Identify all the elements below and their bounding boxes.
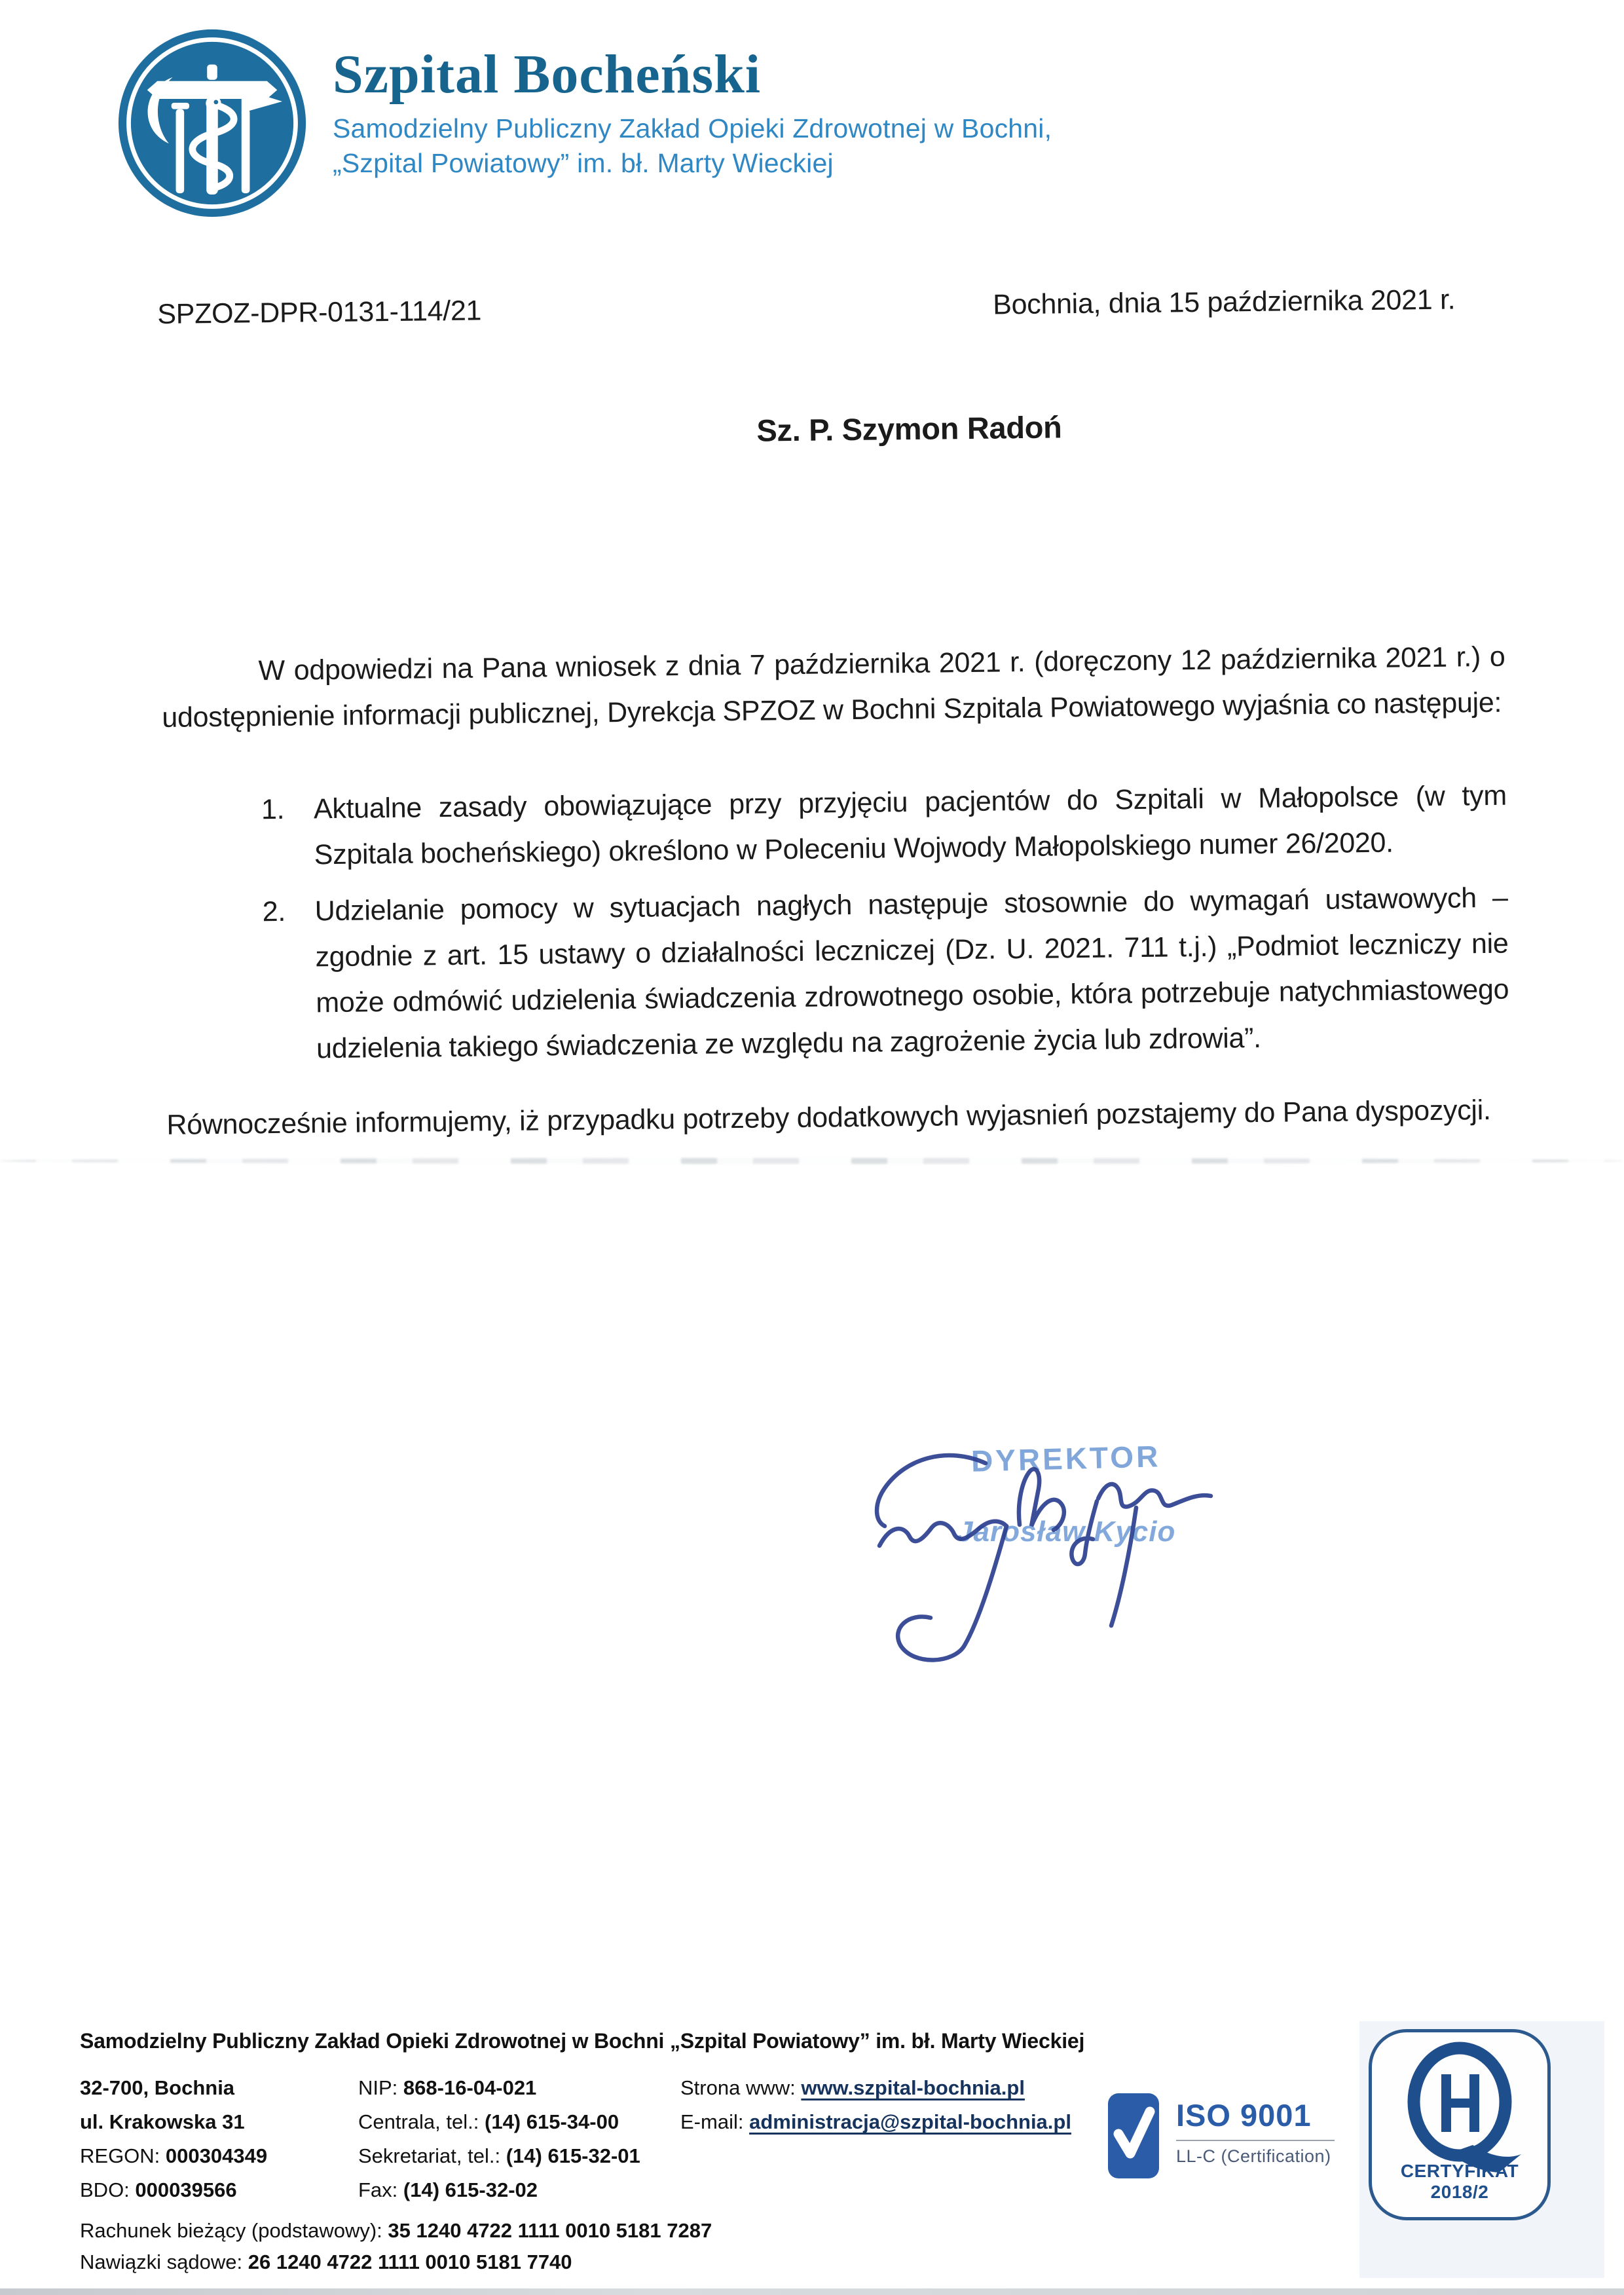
letterhead [333, 45, 1052, 180]
iso-title: ISO 9001 [1176, 2098, 1312, 2133]
intro-paragraph: W odpowiedzi na Pana wniosek z dnia 7 października 2021 r. (doręczony 12 października 2021 r.) o udostępnienie informacji publicznej, Dyrekcja SPZOZ w Bochni Szpitala Powiatowego wyjaśnia co następuje: [162, 641, 1505, 734]
regon-value: 000304349 [165, 2144, 268, 2167]
secretariat-label: Sekretariat, tel.: [358, 2144, 501, 2167]
footer-phone-column [358, 2071, 680, 2207]
list-item-text: Aktualne zasady obowiązujące przy przyjęciu pacjentów do Szpitali w Małopolsce (w tym Szpitala bocheńskiego) określono w Poleceniu Wojwody Małopolskiego numer 26/2020. [313, 779, 1507, 871]
email-label: E-mail: [680, 2110, 744, 2133]
list-item-number: 2. [262, 895, 286, 928]
letter-date: Bochnia, dnia 15 października 2021 r. [992, 284, 1456, 321]
iso-badge [1108, 2093, 1335, 2178]
scan-crease-artifact [0, 1158, 1624, 1164]
central-label: Centrala, tel.: [358, 2110, 479, 2133]
qh-quality-monogram-icon [1395, 2042, 1524, 2178]
footer-www-row [680, 2071, 1101, 2105]
letter-body [157, 276, 1511, 1148]
email-link[interactable]: administracja@szpital-bochnia.pl [749, 2110, 1071, 2133]
bank-court-label: Nawiązki sądowe: [80, 2250, 243, 2273]
org-subtitle [333, 111, 1052, 180]
reference-row [157, 276, 1502, 337]
footer-street: ul. Krakowska 31 [80, 2110, 245, 2133]
secretariat-value: (14) 615-32-01 [506, 2144, 640, 2167]
closing-paragraph: Równocześnie informujemy, iż przypadku potrzeby dodatkowych wyjasnień pozstajemy do Pana dyspozycji. [166, 1094, 1491, 1141]
footer [80, 2029, 1101, 2278]
asclepius-staff-icon [117, 28, 308, 219]
iso-certifier: LL-C (Certification) [1176, 2146, 1331, 2166]
org-name: Szpital Bocheński [333, 44, 762, 105]
footer-contact-grid [80, 2071, 1101, 2207]
footer-email-row [680, 2105, 1101, 2139]
footer-regon-row [80, 2139, 358, 2173]
footer-web-column [680, 2071, 1101, 2207]
nip-value: 868-16-04-021 [403, 2076, 537, 2099]
org-subtitle-line2: „Szpital Powiatowy” im. bł. Marty Wieckiej [333, 147, 834, 178]
bank-court-number: 26 1240 4722 1111 0010 5181 7740 [248, 2250, 572, 2273]
reference-number: SPZOZ-DPR-0131-114/21 [157, 295, 482, 330]
website-link[interactable]: www.szpital-bochnia.pl [801, 2076, 1025, 2099]
certificate-badge [1369, 2029, 1551, 2220]
footer-nip-row [358, 2071, 680, 2105]
handwritten-signature [789, 1428, 1247, 1664]
iso-divider [1176, 2140, 1335, 2141]
nip-label: NIP: [358, 2076, 398, 2099]
footer-central-row [358, 2105, 680, 2139]
list-item [163, 773, 1507, 880]
list-item-number: 1. [261, 793, 285, 826]
footer-org-line: Samodzielny Publiczny Zakład Opieki Zdrowotnej w Bochni „Szpital Powiatowy” im. bł. Marty Wieckiej [80, 2029, 1085, 2053]
org-subtitle-line1: Samodzielny Publiczny Zakład Opieki Zdrowotnej w Bochni, [333, 113, 1052, 144]
footer-city-row [80, 2071, 358, 2105]
bdo-label: BDO: [80, 2178, 130, 2201]
footer-address-column [80, 2071, 358, 2207]
bank-primary-label: Rachunek bieżący (podstawowy): [80, 2219, 382, 2242]
hospital-logo [117, 28, 308, 219]
footer-secretariat-row [358, 2139, 680, 2173]
director-stamp-name: Jarosław Kycio [957, 1516, 1176, 1548]
footer-fax-row [358, 2173, 680, 2207]
bdo-value: 000039566 [135, 2178, 237, 2201]
checkmark-icon [1108, 2093, 1159, 2178]
fax-value: (14) 615-32-02 [403, 2178, 538, 2201]
list-item-text: Udzielanie pomocy w sytuacjach nagłych następuje stosownie do wymagań ustawowych – zgodnie z art. 15 ustawy o działalności leczniczej (Dz. U. 2021. 711 t.j.) „Podmiot leczniczy nie może odmówić udzielenia świadczenia zdrowotnego osobie, która potrzebuje natychmiastowego udzielenia takiego świadczenia ze względu na zagrożenie życia lub zdrowia”. [314, 882, 1509, 1065]
central-value: (14) 615-34-00 [485, 2110, 619, 2133]
scan-bottom-edge [0, 2288, 1624, 2295]
signature-block [789, 1428, 1247, 1664]
iso-badge-text [1176, 2093, 1335, 2178]
bank-court-row [80, 2247, 1101, 2278]
bank-primary-row [80, 2215, 1101, 2247]
director-stamp-title: DYREKTOR [970, 1439, 1161, 1478]
www-label: Strona www: [680, 2076, 796, 2099]
addressee: Sz. P. Szymon Radoń [756, 409, 1062, 448]
regon-label: REGON: [80, 2144, 160, 2167]
bank-primary-number: 35 1240 4722 1111 0010 5181 7287 [388, 2219, 712, 2242]
fax-label: Fax: [358, 2178, 398, 2201]
numbered-list [163, 773, 1510, 1073]
footer-bdo-row [80, 2173, 358, 2207]
footer-street-row [80, 2105, 358, 2139]
footer-city: 32-700, Bochnia [80, 2076, 235, 2099]
bank-account-rows [80, 2215, 1101, 2278]
cert-caption: CERTYFIKAT 2018/2 [1400, 2161, 1519, 2202]
list-item [164, 875, 1509, 1073]
